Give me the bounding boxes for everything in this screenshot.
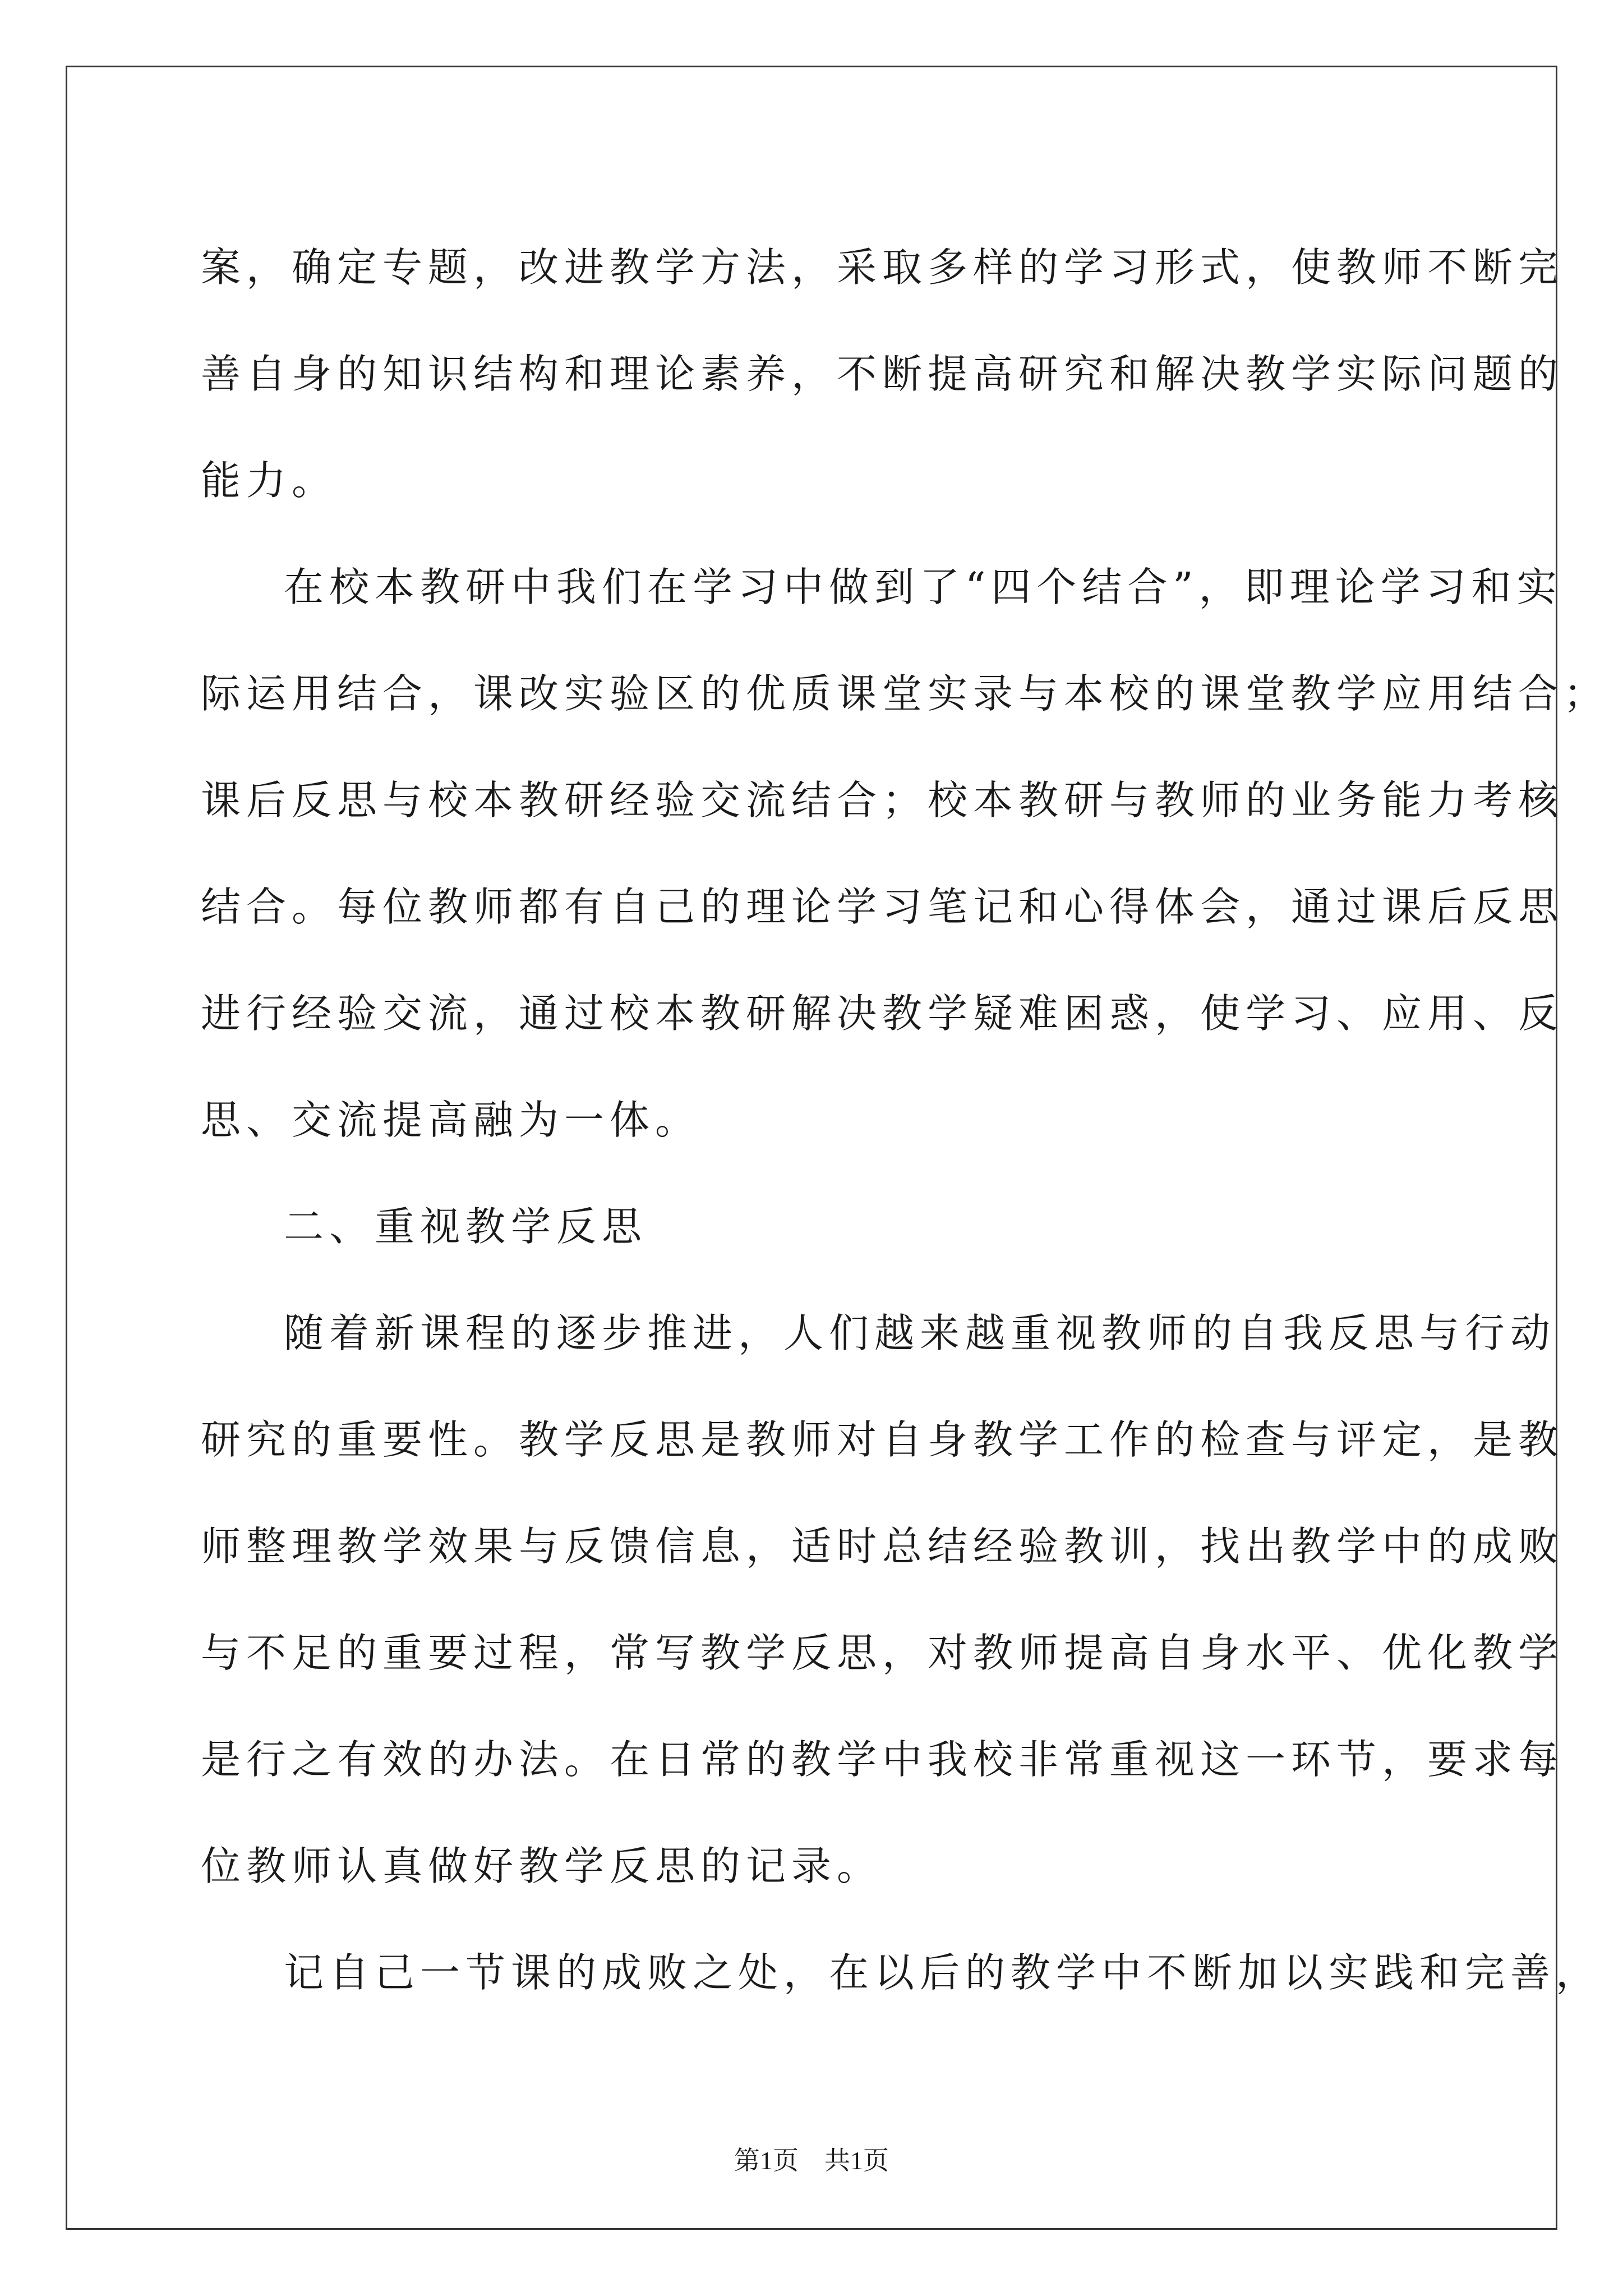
text-line: 课后反思与校本教研经验交流结合；校本教研与教师的业务能力考核 xyxy=(201,777,1564,823)
text-line: 结合。每位教师都有自己的理论学习笔记和心得体会，通过课后反思 xyxy=(201,884,1564,930)
text-line: 能力。 xyxy=(201,457,338,504)
text-line: 记自己一节课的成败之处，在以后的教学中不断加以实践和完善， xyxy=(284,1949,1602,1996)
text-line: 随着新课程的逐步推进，人们越来越重视教师的自我反思与行动 xyxy=(284,1310,1556,1356)
text-line: 思、交流提高融为一体。 xyxy=(201,1097,701,1143)
page-number-footer: 第1页 共1页 xyxy=(734,2146,889,2175)
document-body xyxy=(201,214,1610,2026)
text-line: 位教师认真做好教学反思的记录。 xyxy=(201,1843,883,1889)
text-line: 是行之有效的办法。在日常的教学中我校非常重视这一环节，要求每 xyxy=(201,1736,1564,1783)
text-line: 研究的重要性。教学反思是教师对自身教学工作的检查与评定，是教 xyxy=(201,1416,1564,1463)
text-line: 与不足的重要过程，常写教学反思，对教师提高自身水平、优化教学 xyxy=(201,1630,1564,1676)
text-line: 际运用结合，课改实验区的优质课堂实录与本校的课堂教学应用结合； xyxy=(201,670,1610,717)
text-line: 案，确定专题，改进教学方法，采取多样的学习形式，使教师不断完 xyxy=(201,244,1564,291)
text-line: 善自身的知识结构和理论素养，不断提高研究和解决教学实际问题的 xyxy=(201,351,1564,397)
section-heading: 二、重视教学反思 xyxy=(284,1203,648,1250)
text-line: 在校本教研中我们在学习中做到了“四个结合”，即理论学习和实 xyxy=(284,564,1562,610)
text-line: 进行经验交流，通过校本教研解决教学疑难困惑，使学习、应用、反 xyxy=(201,990,1564,1037)
text-line: 师整理教学效果与反馈信息，适时总结经验教训，找出教学中的成败 xyxy=(201,1523,1564,1570)
